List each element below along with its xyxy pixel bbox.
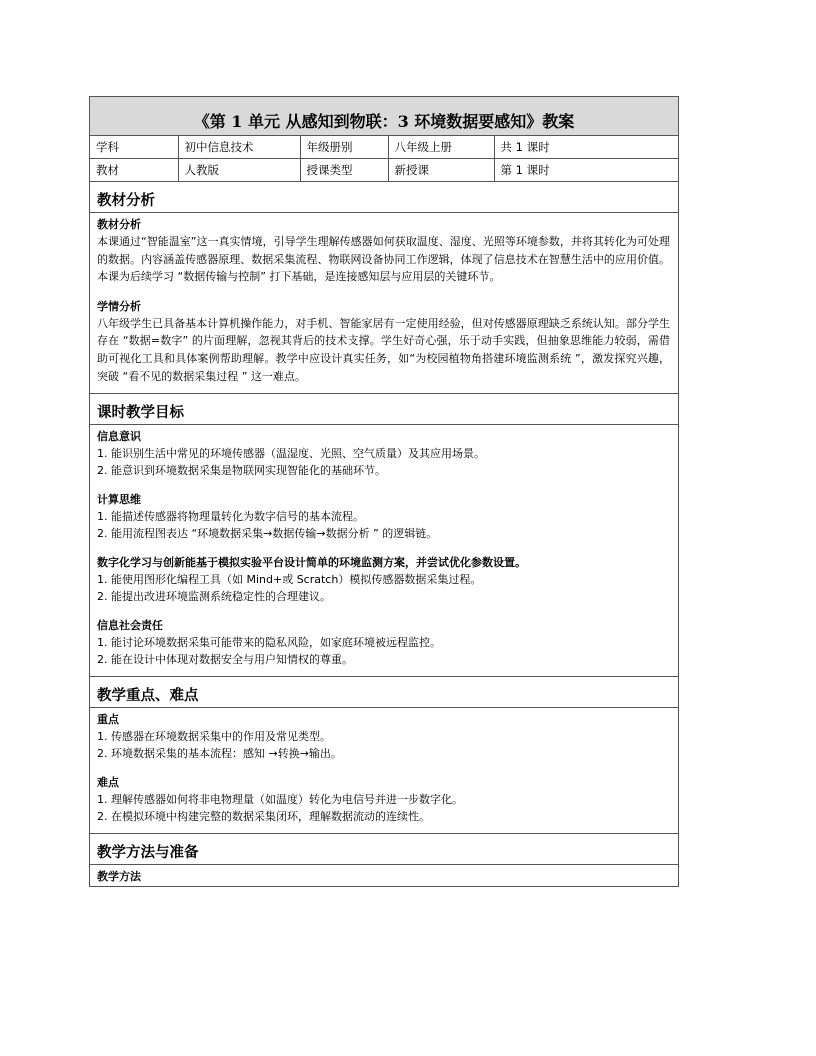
list-item: 2. 能提出改进环境监测系统稳定性的合理建议。 [97, 590, 331, 604]
section-body [90, 425, 678, 676]
block-title: 重点 [97, 713, 119, 727]
section-body [90, 708, 678, 833]
list-item: 2. 在模拟环境中构建完整的数据采集闭环，理解数据流动的连续性。 [97, 810, 430, 824]
section-heading: 教材分析 [90, 182, 678, 213]
list-item: 2. 能在设计中体现对数据安全与用户知情权的尊重。 [97, 653, 353, 667]
document-title: 《第 1 单元 从感知到物联：3 环境数据要感知》教案 [90, 97, 678, 136]
meta-cell: 授课类型 [300, 159, 388, 182]
block-title: 学情分析 [97, 299, 141, 313]
meta-table [90, 136, 678, 182]
list-item: 2. 环境数据采集的基本流程：感知 →转换→输出。 [97, 747, 342, 761]
section-body [90, 213, 678, 393]
list-item: 1. 能识别生活中常见的环境传感器（温湿度、光照、空气质量）及其应用场景。 [97, 447, 485, 461]
block-paragraph: 八年级学生已具备基本计算机操作能力，对手机、智能家居有一定使用经验，但对传感器原理缺乏系统认知。部分学生存在 “数据=数字” 的片面理解，忽视其背后的技术支撑。学生好奇心强，乐于动手实践，但抽象思维能力较弱，需借助可视化工具和具体案例帮助理解。教学中应设计真实任务，如“为校园植物角搭建环境监测系统 ”，激发探究兴趣，突破 “看不见的数据采集过程 ” 这一难点。 [97, 316, 670, 383]
section-heading: 教学重点、难点 [90, 677, 678, 708]
block-title: 计算思维 [97, 493, 141, 507]
block-title: 信息意识 [97, 430, 141, 444]
meta-cell: 学科 [90, 136, 178, 159]
meta-cell: 第 1 课时 [494, 159, 678, 182]
section-methods [90, 834, 678, 886]
meta-cell: 初中信息技术 [178, 136, 300, 159]
block-title: 难点 [97, 776, 119, 790]
block-paragraph: 本课通过“智能温室”这一真实情境，引导学生理解传感器如何获取温度、湿度、光照等环境参数，并将其转化为可处理的数据。内容涵盖传感器原理、数据采集流程、物联网设备协同工作逻辑，体现了信息技术在智慧生活中的应用价值。本课为后续学习 “数据传输与控制” 打下基础，是连接感知层与应用层的关键环节。 [97, 235, 670, 284]
block-title: 信息社会责任 [97, 619, 163, 633]
meta-cell: 教材 [90, 159, 178, 182]
meta-cell: 年级册别 [300, 136, 388, 159]
list-item: 1. 能讨论环境数据采集可能带来的隐私风险，如家庭环境被远程监控。 [97, 636, 441, 650]
list-item: 2. 能用流程图表达 “环境数据采集→数据传输→数据分析 ” 的逻辑链。 [97, 527, 438, 541]
section-body [90, 865, 678, 886]
block-title: 数字化学习与创新能基于模拟实验平台设计简单的环境监测方案，并尝试优化参数设置。 [97, 556, 526, 570]
block-title: 教材分析 [97, 218, 141, 231]
meta-cell: 人教版 [178, 159, 300, 182]
list-item: 1. 能使用图形化编程工具（如 Mind+或 Scratch）模拟传感器数据采集过程。 [97, 573, 482, 587]
block-title: 教学方法 [97, 870, 141, 884]
list-item: 2. 能意识到环境数据采集是物联网实现智能化的基础环节。 [97, 464, 386, 478]
section-heading: 教学方法与准备 [90, 834, 678, 865]
meta-row [90, 159, 678, 182]
section-key-points [90, 677, 678, 834]
list-item: 1. 能描述传感器将物理量转化为数字信号的基本流程。 [97, 510, 364, 524]
section-objectives [90, 394, 678, 677]
lesson-plan-document [89, 96, 679, 887]
meta-cell: 新授课 [388, 159, 494, 182]
list-item: 1. 理解传感器如何将非电物理量（如温度）转化为电信号并进一步数字化。 [97, 793, 463, 807]
meta-cell: 八年级上册 [388, 136, 494, 159]
meta-row [90, 136, 678, 159]
meta-cell: 共 1 课时 [494, 136, 678, 159]
section-textbook-analysis [90, 182, 678, 394]
section-heading: 课时教学目标 [90, 394, 678, 425]
list-item: 1. 传感器在环境数据采集中的作用及常见类型。 [97, 730, 331, 744]
